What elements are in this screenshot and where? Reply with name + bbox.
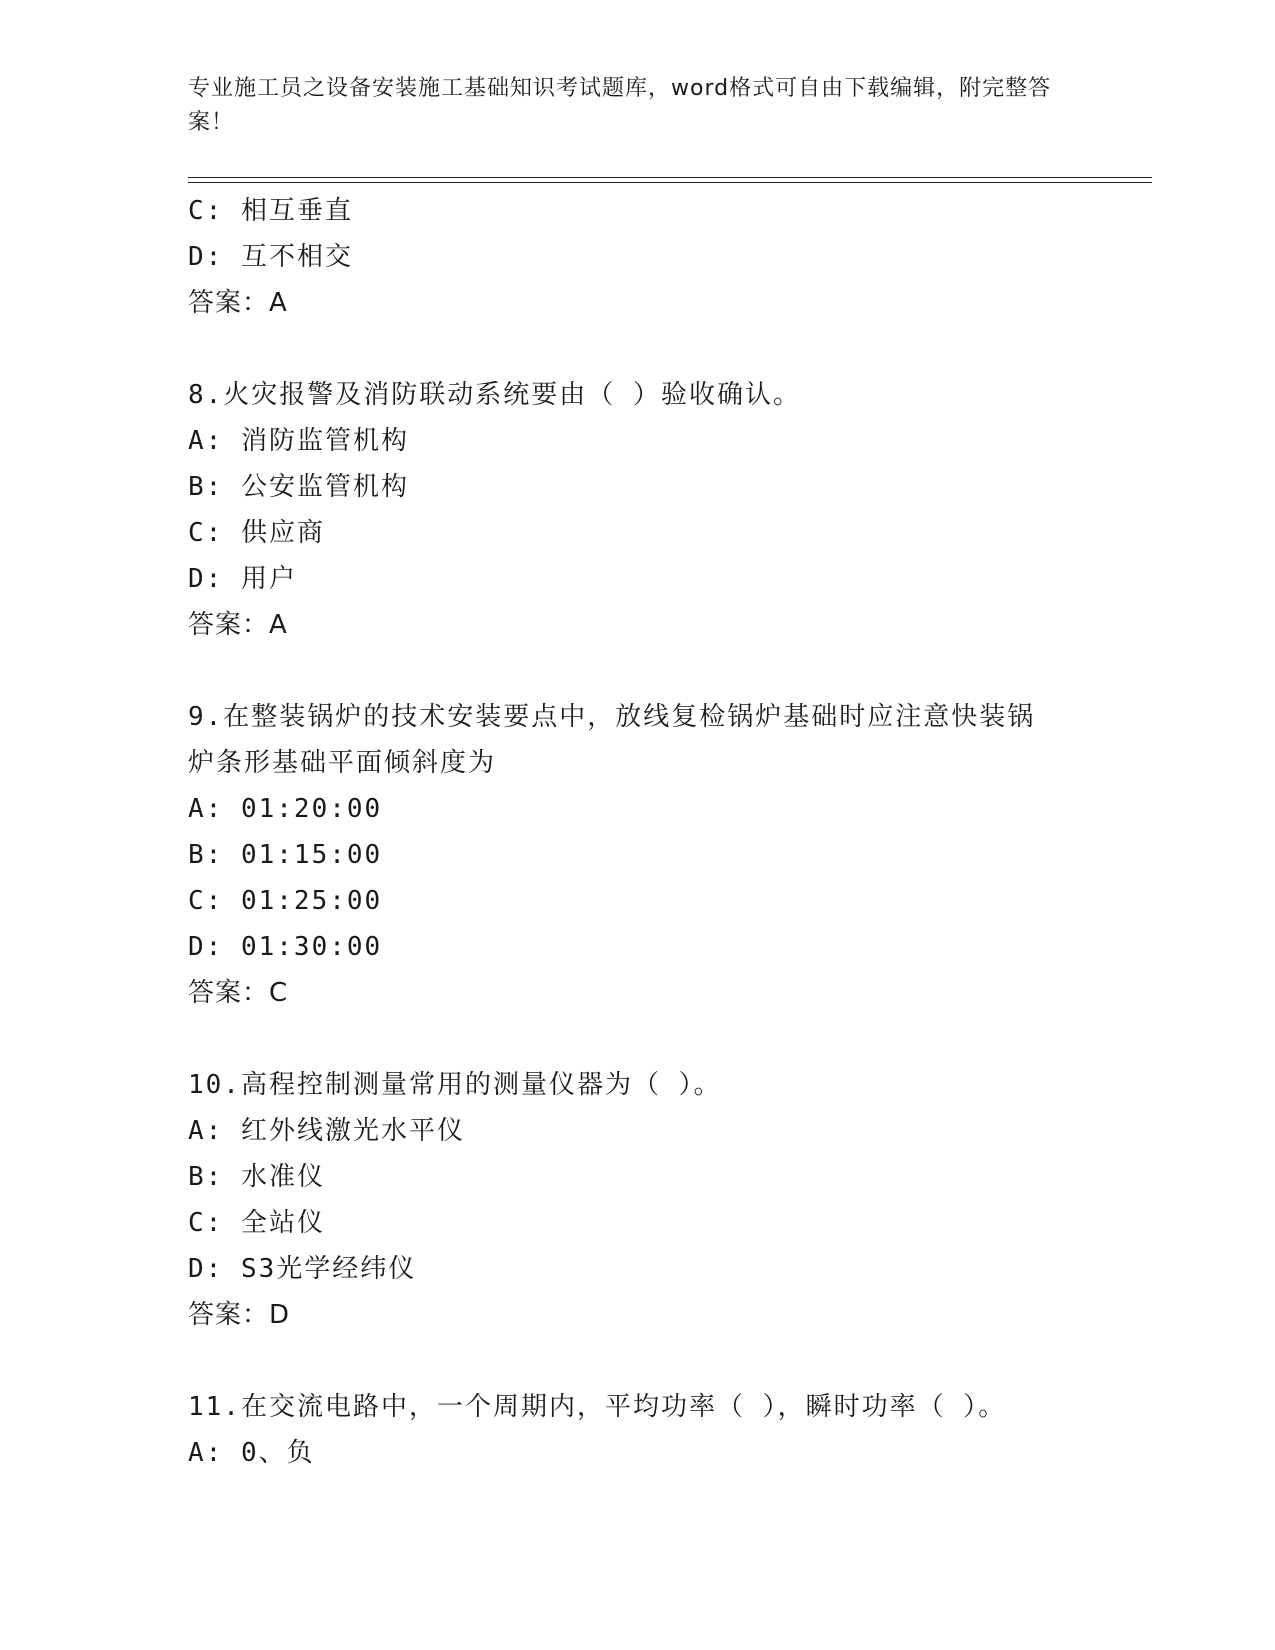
answer-label: 答案：C xyxy=(188,978,289,1008)
document-header: 专业施工员之设备安装施工基础知识考试题库，word格式可自由下载编辑，附完整答案！ xyxy=(188,76,1052,135)
option-c: C: 供应商 xyxy=(188,518,325,548)
question-text: 10.高程控制测量常用的测量仪器为（ ）。 xyxy=(188,1070,722,1100)
option-d: D: 互不相交 xyxy=(188,242,353,272)
option-a: A: 消防监管机构 xyxy=(188,426,409,456)
question-spacer xyxy=(188,648,1088,694)
option-c: C: 全站仪 xyxy=(188,1208,325,1238)
question-text: 11.在交流电路中，一个周期内，平均功率（ ），瞬时功率（ ）。 xyxy=(188,1392,1007,1422)
question-spacer xyxy=(188,326,1088,372)
option-a: A: 01:20:00 xyxy=(188,794,383,824)
question-10 xyxy=(188,1062,1088,1338)
header-rule-top xyxy=(188,177,1152,178)
option-c: C: 01:25:00 xyxy=(188,886,383,916)
option-b: B: 01:15:00 xyxy=(188,840,383,870)
option-b: B: 公安监管机构 xyxy=(188,472,409,502)
option-d: D: 01:30:00 xyxy=(188,932,383,962)
option-b: B: 水准仪 xyxy=(188,1162,325,1192)
answer-label: 答案：A xyxy=(188,288,288,318)
answer-label: 答案：A xyxy=(188,610,288,640)
question-7-partial xyxy=(188,188,1088,326)
question-spacer xyxy=(188,1338,1088,1384)
option-a: A: 0、负 xyxy=(188,1438,315,1468)
question-text-line-1: 9.在整装锅炉的技术安装要点中，放线复检锅炉基础时应注意快装锅 xyxy=(188,702,1036,732)
question-11 xyxy=(188,1384,1088,1476)
question-text: 8.火灾报警及消防联动系统要由（ ）验收确认。 xyxy=(188,380,801,410)
option-a: A: 红外线激光水平仪 xyxy=(188,1116,465,1146)
question-9 xyxy=(188,694,1088,1016)
option-d: D: S3光学经纬仪 xyxy=(188,1254,417,1284)
option-d: D: 用户 xyxy=(188,564,297,594)
question-text-line-2: 炉条形基础平面倾斜度为 xyxy=(188,748,497,778)
question-8 xyxy=(188,372,1088,648)
question-spacer xyxy=(188,1016,1088,1062)
question-list xyxy=(188,188,1088,1476)
header-rule-bottom xyxy=(188,182,1152,183)
answer-label: 答案：D xyxy=(188,1300,291,1330)
option-c: C: 相互垂直 xyxy=(188,196,353,226)
